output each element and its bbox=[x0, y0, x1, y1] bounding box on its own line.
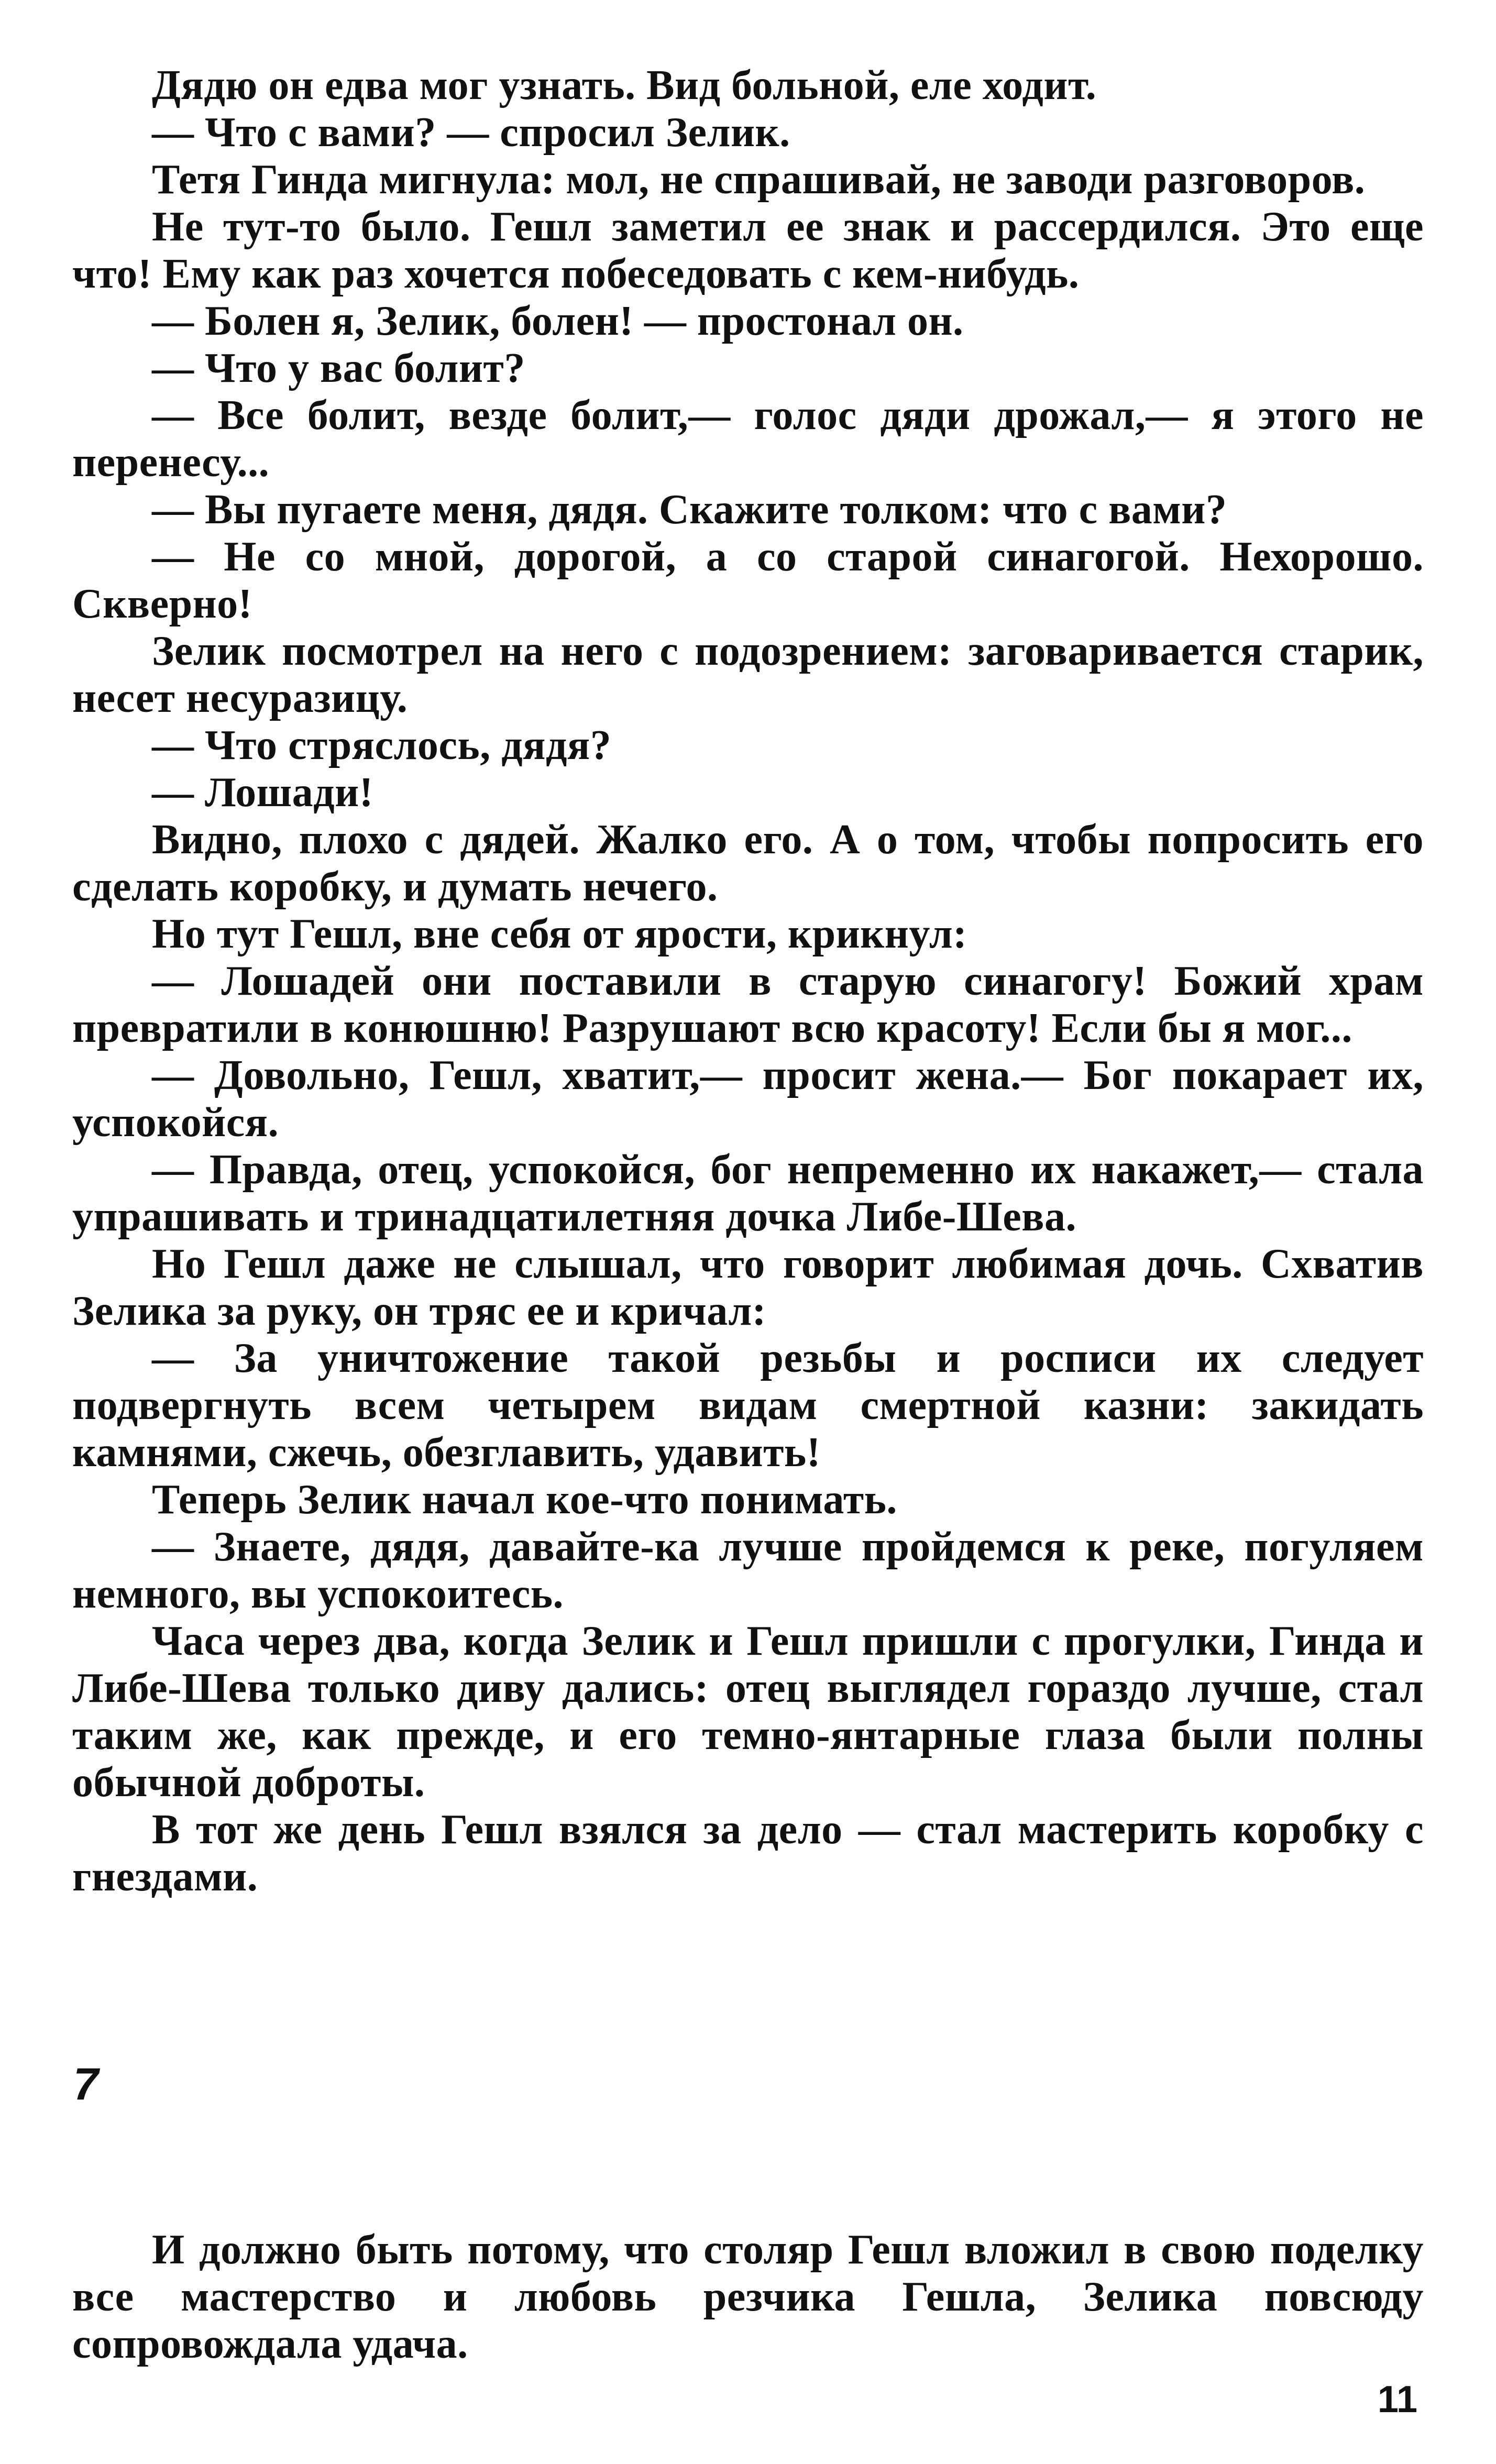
paragraph-20: Теперь Зелик начал кое-что понимать. bbox=[152, 1477, 897, 1523]
paragraph-17: — Правда, отец, успокойся, бог непременно их накажет,— стала упрашивать и тринадцатилетняя дочка Либе-Шева. bbox=[72, 1147, 1424, 1240]
paragraph-12: — Лошади! bbox=[152, 769, 373, 816]
paragraph-5: — Болен я, Зелик, болен! — простонал он. bbox=[152, 298, 964, 344]
main-text bbox=[72, 62, 1424, 1900]
paragraph-21: — Знаете, дядя, давайте-ка лучше пройдемся к реке, погуляем немного, вы успокоитесь. bbox=[72, 1524, 1424, 1617]
paragraph-2: — Что с вами? — спросил Зелик. bbox=[152, 109, 790, 156]
paragraph-1: Дядю он едва мог узнать. Вид больной, еле ходит. bbox=[152, 62, 1097, 108]
paragraph-19: — За уничтожение такой резьбы и росписи их следует подвергнуть всем четырем видам смертной казни: закидать камнями, сжечь, обезглавить, удавить! bbox=[72, 1335, 1424, 1476]
paragraph-9: — Не со мной, дорогой, а со старой синагогой. Нехорошо. Скверно! bbox=[72, 534, 1424, 627]
chapter-paragraph-1: И должно быть потому, что столяр Гешл вложил в свою поделку все мастерство и любовь резчика Гешла, Зелика повсюду сопровождала удача. bbox=[72, 2227, 1424, 2367]
page-body bbox=[72, 62, 1424, 1900]
paragraph-6: — Что у вас болит? bbox=[152, 345, 525, 391]
paragraph-13: Видно, плохо с дядей. Жалко его. А о том, чтобы попросить его сделать коробку, и думать нечего. bbox=[72, 817, 1424, 910]
paragraph-7: — Все болит, везде болит,— голос дяди дрожал,— я этого не перенесу... bbox=[72, 392, 1424, 486]
paragraph-11: — Что стряслось, дядя? bbox=[152, 722, 612, 768]
chapter-text bbox=[72, 2226, 1424, 2368]
paragraph-23: В тот же день Гешл взялся за дело — стал мастерить коробку с гнездами. bbox=[72, 1807, 1424, 1900]
chapter-number: 7 bbox=[73, 2059, 98, 2109]
paragraph-8: — Вы пугаете меня, дядя. Скажите толком: что с вами? bbox=[152, 487, 1227, 533]
paragraph-18: Но Гешл даже не слышал, что говорит любимая дочь. Схватив Зелика за руку, он тряс ее и кричал: bbox=[72, 1241, 1424, 1334]
paragraph-16: — Довольно, Гешл, хватит,— просит жена.— Бог покарает их, успокойся. bbox=[72, 1052, 1424, 1146]
paragraph-22: Часа через два, когда Зелик и Гешл пришли с прогулки, Гинда и Либе-Шева только диву дались: отец выглядел гораздо лучше, стал таким же, как прежде, и его темно-янтарные глаза были полны обычной доброты. bbox=[72, 1618, 1424, 1806]
paragraph-14: Но тут Гешл, вне себя от ярости, крикнул: bbox=[152, 911, 967, 957]
paragraph-3: Тетя Гинда мигнула: мол, не спрашивай, не заводи разговоров. bbox=[152, 157, 1366, 203]
paragraph-4: Не тут-то было. Гешл заметил ее знак и рассердился. Это еще что! Ему как раз хочется побеседовать с кем-нибудь. bbox=[72, 204, 1424, 297]
paragraph-10: Зелик посмотрел на него с подозрением: заговаривается старик, несет несуразицу. bbox=[72, 628, 1424, 721]
page-number: 11 bbox=[1377, 2379, 1417, 2421]
paragraph-15: — Лошадей они поставили в старую синагогу! Божий храм превратили в конюшню! Разрушают всю красоту! Если бы я мог... bbox=[72, 958, 1424, 1051]
